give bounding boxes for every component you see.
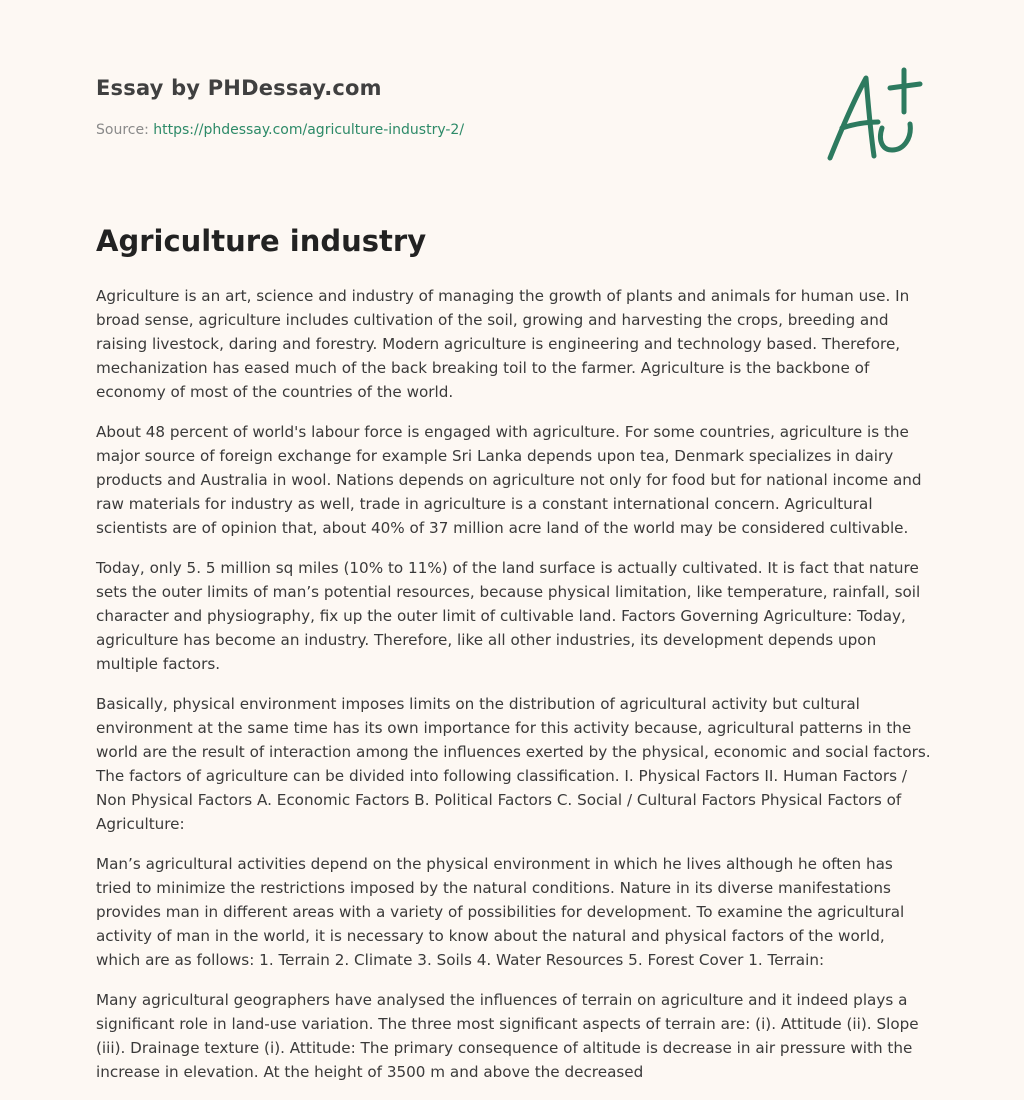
essay-paragraph: About 48 percent of world's labour force is engaged with agriculture. For some countries, agriculture is the major source of foreign exchange for example Sri Lanka depends upon tea, Denmark specializes in dairy products and Australia in wool. Nations depends on agriculture not only for food but for national income and raw materials for industry as well, trade in agriculture is a constant international concern. Agricultural scientists are of opinion that, about 40% of 37 million acre land of the world may be considered cultivable. [96, 423, 922, 537]
site-brand: Essay by PHDessay.com [96, 76, 382, 100]
essay-paragraph: Agriculture is an art, science and industry of managing the growth of plants and animals for human use. In broad sense, agriculture includes cultivation of the soil, growing and harvesting the crops, breeding and raising livestock, daring and forestry. Modern agriculture is engineering and technology based. Therefore, mechanization has eased much of the back breaking toil to the farmer. Agriculture is the backbone of economy of most of the countries of the world. [96, 287, 910, 401]
page-header [96, 76, 928, 138]
source-link[interactable]: https://phdessay.com/agriculture-industry-2/ [153, 122, 465, 138]
source-line [96, 122, 928, 138]
essay-body [96, 284, 932, 1100]
essay-paragraph: Man’s agricultural activities depend on the physical environment in which he lives although he often has tried to minimize the restrictions imposed by the natural conditions. Nature in its diverse manifestations provides man in different areas with a variety of possibilities for development. To examine the agricultural activity of man in the world, it is necessary to know about the natural and physical factors of the world, which are as follows: 1. Terrain 2. Climate 3. Soils 4. Water Resources 5. Forest Cover 1. Terrain: [96, 855, 905, 969]
source-label: Source: [96, 122, 154, 138]
essay-paragraph: Many agricultural geographers have analysed the influences of terrain on agriculture and it indeed plays a significant role in land-use variation. The three most significant aspects of terrain are: (i). Attitude (ii). Slope (iii). Drainage texture (i). Attitude: The primary consequence of altitude is decrease in air pressure with the increase in elevation. At the height of 3500 m and above the decreased [96, 991, 919, 1081]
a-plus-grade-icon [820, 66, 930, 166]
essay-paragraph: Basically, physical environment imposes limits on the distribution of agricultural activity but cultural environment at the same time has its own importance for this activity because, agricultural patterns in the world are the result of interaction among the influences exerted by the physical, economic and social factors. The factors of agriculture can be divided into following classification. I. Physical Factors II. Human Factors / Non Physical Factors A. Economic Factors B. Political Factors C. Social / Cultural Factors Physical Factors of Agriculture: [96, 695, 931, 833]
essay-paragraph: Today, only 5. 5 million sq miles (10% to 11%) of the land surface is actually cultivated. It is fact that nature sets the outer limits of man’s potential resources, because physical limitation, like temperature, rainfall, soil character and physiography, fix up the outer limit of cultivable land. Factors Governing Agriculture: Today, agriculture has become an industry. Therefore, like all other industries, its development depends upon multiple factors. [96, 559, 921, 673]
page-title: Agriculture industry [96, 224, 427, 258]
